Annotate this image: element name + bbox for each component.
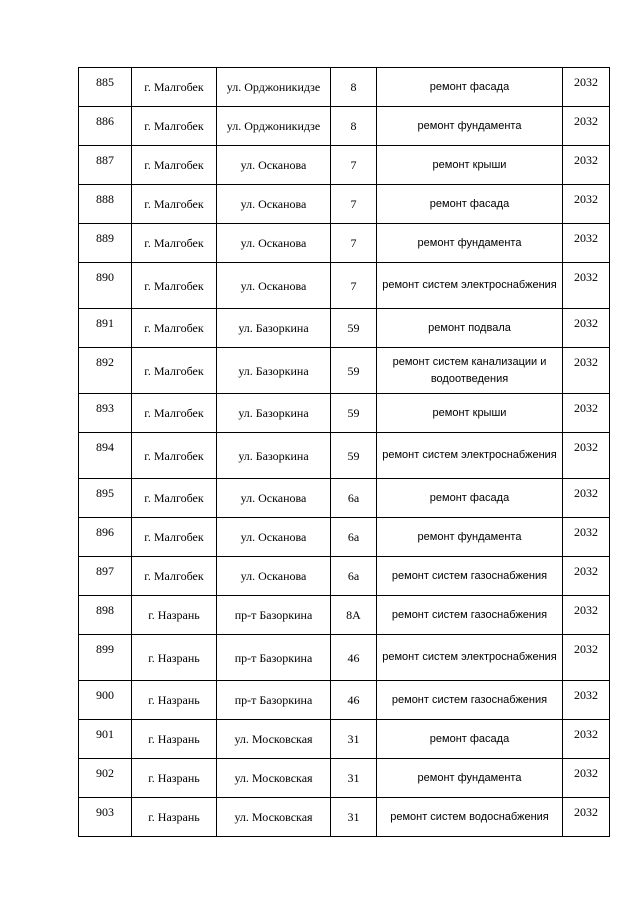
table-row <box>79 348 610 394</box>
row-number-cell: 888 <box>79 185 132 224</box>
work-type-cell: ремонт фундамента <box>377 107 563 146</box>
street-cell: ул. Базоркина <box>217 309 331 348</box>
street-cell: пр-т Базоркина <box>217 596 331 635</box>
work-type-cell: ремонт фундамента <box>377 759 563 798</box>
year-cell: 2032 <box>563 433 610 479</box>
street-cell: ул. Базоркина <box>217 433 331 479</box>
street-cell: ул. Орджоникидзе <box>217 68 331 107</box>
table-row <box>79 635 610 681</box>
table-row <box>79 479 610 518</box>
house-number-cell: 59 <box>331 394 377 433</box>
city-cell: г. Малгобек <box>132 518 217 557</box>
year-cell: 2032 <box>563 479 610 518</box>
house-number-cell: 7 <box>331 185 377 224</box>
year-cell: 2032 <box>563 309 610 348</box>
house-number-cell: 59 <box>331 348 377 394</box>
row-number-cell: 896 <box>79 518 132 557</box>
row-number-cell: 898 <box>79 596 132 635</box>
work-type-cell: ремонт систем электроснабжения <box>377 433 563 479</box>
table-row <box>79 681 610 720</box>
city-cell: г. Малгобек <box>132 479 217 518</box>
city-cell: г. Назрань <box>132 681 217 720</box>
row-number-cell: 901 <box>79 720 132 759</box>
year-cell: 2032 <box>563 720 610 759</box>
work-type-cell: ремонт фасада <box>377 720 563 759</box>
table-row <box>79 759 610 798</box>
table-row <box>79 224 610 263</box>
year-cell: 2032 <box>563 394 610 433</box>
row-number-cell: 899 <box>79 635 132 681</box>
house-number-cell: 59 <box>331 309 377 348</box>
table-row <box>79 720 610 759</box>
city-cell: г. Малгобек <box>132 68 217 107</box>
house-number-cell: 31 <box>331 720 377 759</box>
work-type-cell: ремонт крыши <box>377 394 563 433</box>
city-cell: г. Малгобек <box>132 185 217 224</box>
street-cell: пр-т Базоркина <box>217 635 331 681</box>
city-cell: г. Малгобек <box>132 348 217 394</box>
street-cell: ул. Осканова <box>217 146 331 185</box>
street-cell: ул. Московская <box>217 798 331 837</box>
city-cell: г. Назрань <box>132 635 217 681</box>
year-cell: 2032 <box>563 68 610 107</box>
house-number-cell: 31 <box>331 759 377 798</box>
house-number-cell: 6а <box>331 557 377 596</box>
work-type-cell: ремонт систем газоснабжения <box>377 557 563 596</box>
city-cell: г. Назрань <box>132 798 217 837</box>
row-number-cell: 893 <box>79 394 132 433</box>
city-cell: г. Малгобек <box>132 309 217 348</box>
city-cell: г. Малгобек <box>132 224 217 263</box>
house-number-cell: 46 <box>331 635 377 681</box>
table-row <box>79 107 610 146</box>
row-number-cell: 902 <box>79 759 132 798</box>
year-cell: 2032 <box>563 798 610 837</box>
house-number-cell: 7 <box>331 146 377 185</box>
year-cell: 2032 <box>563 224 610 263</box>
year-cell: 2032 <box>563 759 610 798</box>
row-number-cell: 894 <box>79 433 132 479</box>
house-number-cell: 7 <box>331 263 377 309</box>
year-cell: 2032 <box>563 348 610 394</box>
row-number-cell: 895 <box>79 479 132 518</box>
row-number-cell: 889 <box>79 224 132 263</box>
row-number-cell: 887 <box>79 146 132 185</box>
table-row <box>79 596 610 635</box>
work-type-cell: ремонт систем газоснабжения <box>377 681 563 720</box>
city-cell: г. Назрань <box>132 596 217 635</box>
house-number-cell: 46 <box>331 681 377 720</box>
street-cell: ул. Орджоникидзе <box>217 107 331 146</box>
row-number-cell: 891 <box>79 309 132 348</box>
year-cell: 2032 <box>563 107 610 146</box>
city-cell: г. Малгобек <box>132 263 217 309</box>
year-cell: 2032 <box>563 185 610 224</box>
house-number-cell: 8 <box>331 68 377 107</box>
work-type-cell: ремонт систем газоснабжения <box>377 596 563 635</box>
street-cell: ул. Московская <box>217 759 331 798</box>
row-number-cell: 885 <box>79 68 132 107</box>
table-row <box>79 309 610 348</box>
year-cell: 2032 <box>563 596 610 635</box>
street-cell: ул. Базоркина <box>217 348 331 394</box>
work-type-cell: ремонт крыши <box>377 146 563 185</box>
table-row <box>79 263 610 309</box>
city-cell: г. Малгобек <box>132 146 217 185</box>
work-type-cell: ремонт систем электроснабжения <box>377 635 563 681</box>
table-row <box>79 557 610 596</box>
work-type-cell: ремонт подвала <box>377 309 563 348</box>
table-row <box>79 185 610 224</box>
table-body <box>79 68 610 837</box>
row-number-cell: 886 <box>79 107 132 146</box>
street-cell: пр-т Базоркина <box>217 681 331 720</box>
work-type-cell: ремонт систем канализации и водоотведения <box>377 348 563 394</box>
house-number-cell: 6а <box>331 518 377 557</box>
house-number-cell: 6а <box>331 479 377 518</box>
year-cell: 2032 <box>563 518 610 557</box>
year-cell: 2032 <box>563 146 610 185</box>
work-type-cell: ремонт фасада <box>377 185 563 224</box>
house-number-cell: 8 <box>331 107 377 146</box>
work-type-cell: ремонт фундамента <box>377 518 563 557</box>
work-type-cell: ремонт систем электроснабжения <box>377 263 563 309</box>
city-cell: г. Малгобек <box>132 394 217 433</box>
year-cell: 2032 <box>563 681 610 720</box>
year-cell: 2032 <box>563 635 610 681</box>
house-number-cell: 31 <box>331 798 377 837</box>
row-number-cell: 892 <box>79 348 132 394</box>
table-row <box>79 394 610 433</box>
row-number-cell: 890 <box>79 263 132 309</box>
city-cell: г. Назрань <box>132 759 217 798</box>
street-cell: ул. Московская <box>217 720 331 759</box>
year-cell: 2032 <box>563 557 610 596</box>
year-cell: 2032 <box>563 263 610 309</box>
street-cell: ул. Осканова <box>217 185 331 224</box>
city-cell: г. Малгобек <box>132 433 217 479</box>
house-number-cell: 59 <box>331 433 377 479</box>
house-number-cell: 7 <box>331 224 377 263</box>
table-row <box>79 68 610 107</box>
repair-schedule-table <box>78 67 610 837</box>
street-cell: ул. Осканова <box>217 224 331 263</box>
work-type-cell: ремонт систем водоснабжения <box>377 798 563 837</box>
street-cell: ул. Осканова <box>217 557 331 596</box>
city-cell: г. Малгобек <box>132 557 217 596</box>
city-cell: г. Малгобек <box>132 107 217 146</box>
street-cell: ул. Осканова <box>217 479 331 518</box>
work-type-cell: ремонт фасада <box>377 479 563 518</box>
work-type-cell: ремонт фундамента <box>377 224 563 263</box>
street-cell: ул. Базоркина <box>217 394 331 433</box>
table-row <box>79 146 610 185</box>
work-type-cell: ремонт фасада <box>377 68 563 107</box>
street-cell: ул. Осканова <box>217 263 331 309</box>
table-row <box>79 433 610 479</box>
street-cell: ул. Осканова <box>217 518 331 557</box>
row-number-cell: 897 <box>79 557 132 596</box>
house-number-cell: 8А <box>331 596 377 635</box>
table-row <box>79 798 610 837</box>
row-number-cell: 900 <box>79 681 132 720</box>
table-row <box>79 518 610 557</box>
row-number-cell: 903 <box>79 798 132 837</box>
city-cell: г. Назрань <box>132 720 217 759</box>
